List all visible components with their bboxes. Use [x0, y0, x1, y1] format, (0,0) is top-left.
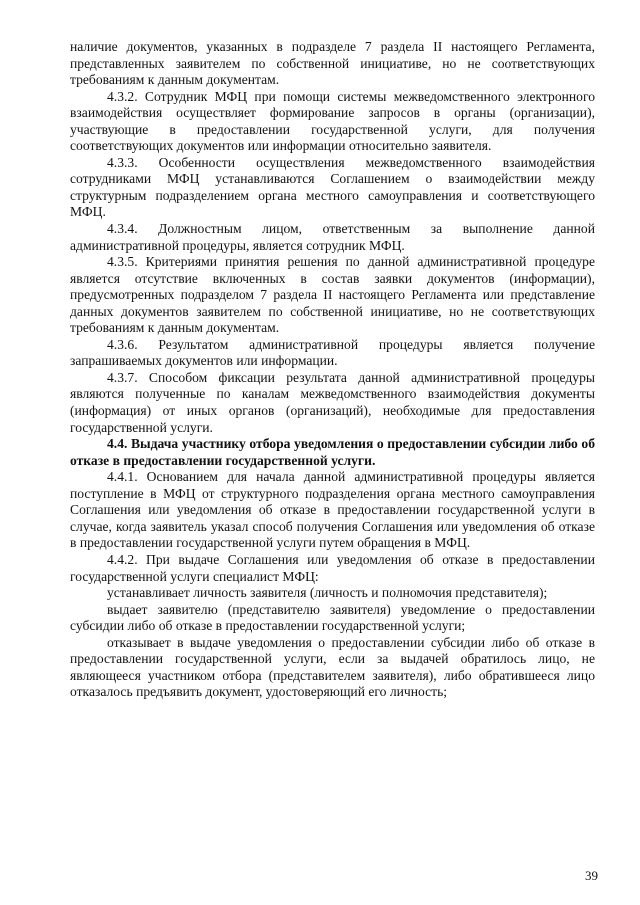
paragraph: 4.3.4. Должностным лицом, ответственным за выполнение данной административной процедуры, является сотрудник МФЦ.: [70, 221, 595, 253]
section-heading: 4.4. Выдача участнику отбора уведомления о предоставлении субсидии либо об отказе в предоставлении государственной услуги.: [70, 436, 595, 468]
document-body: [70, 39, 595, 701]
paragraph: наличие документов, указанных в подразделе 7 раздела II настоящего Регламента, представленных заявителем по собственной инициативе, но не соответствующих требованиям к данным документам.: [70, 39, 595, 88]
paragraph: 4.3.6. Результатом административной процедуры является получение запрашиваемых документов или информации.: [70, 336, 595, 369]
paragraph: 4.3.2. Сотрудник МФЦ при помощи системы межведомственного электронного взаимодействия осуществляет формирование запросов в органы (организации), участвующие в предоставлении государственной услуги, для получения соответствующих документов или информации относительно заявителя.: [70, 88, 595, 154]
paragraph: 4.4.2. При выдаче Соглашения или уведомления об отказе в предоставлении государственной услуги специалист МФЦ:: [70, 551, 595, 584]
list-item: устанавливает личность заявителя (личность и полномочия представителя);: [107, 585, 548, 601]
list-item: отказывает в выдаче уведомления о предоставлении субсидии либо об отказе в предоставлении государственной услуги, если за выдачей обратилось лицо, не являющееся участником отбора (представителем заявителя), либо обратившееся лицо отказалось предъявить документ, удостоверяющий его личность;: [70, 634, 595, 700]
page-number: 39: [585, 868, 598, 883]
paragraph: 4.3.3. Особенности осуществления межведомственного взаимодействия сотрудниками МФЦ устанавливаются Соглашением о взаимодействии между структурным подразделением органа местного самоуправления и соответствующего МФЦ.: [70, 154, 595, 220]
list-item: выдает заявителю (представителю заявителя) уведомление о предоставлении субсидии либо об отказе в предоставлении государственной услуги;: [70, 601, 595, 634]
paragraph: 4.4.1. Основанием для начала данной административной процедуры является поступление в МФЦ от структурного подразделения органа местного самоуправления Соглашения или уведомления об отказе в предоставлении государственной услуги в случае, когда заявитель указал способ получения Соглашения или уведомления об отказе в предоставлении государственной услуги путем обращения в МФЦ.: [70, 469, 595, 551]
paragraph: 4.3.5. Критериями принятия решения по данной административной процедуре является отсутствие включенных в состав заявки документов (информации), предусмотренных подразделом 7 раздела II настоящего Регламента или представление данных документов заявителем по собственной инициативе, но не соответствующих требованиям к данным документам.: [70, 254, 595, 336]
paragraph: 4.3.7. Способом фиксации результата данной административной процедуры являются полученные по каналам межведомственного взаимодействия документы (информация) от иных органов (организаций), необходимые для предоставления государственной услуги.: [70, 369, 595, 435]
